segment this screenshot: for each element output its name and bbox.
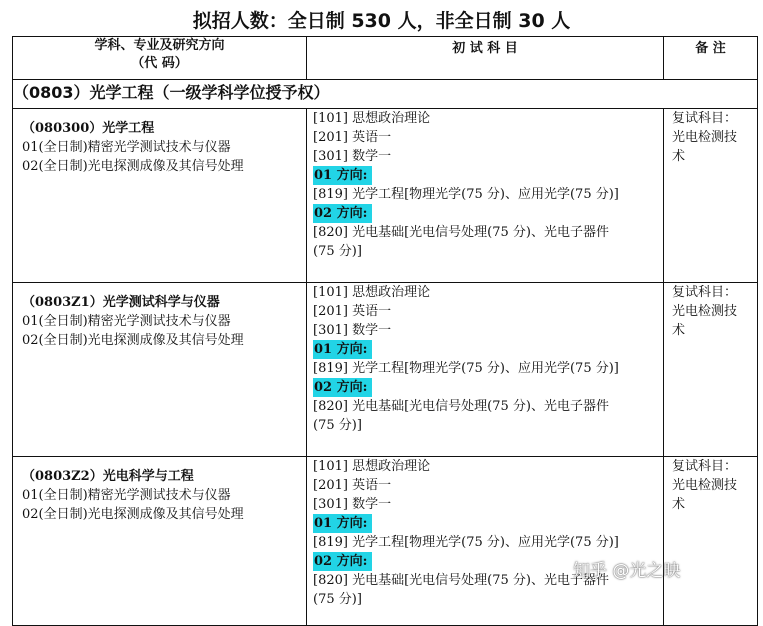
exam-subject: [819] 光学工程[物理光学(75 分)、应用光学(75 分)] [313, 361, 619, 376]
header-discipline: 学科、专业及研究方向 （代 码） [13, 37, 307, 80]
note-line: 复试科目： [672, 459, 738, 474]
direction-label: 02 方向: [313, 204, 372, 223]
notes-cell [664, 457, 758, 626]
exam-subjects-cell [307, 109, 664, 283]
program-title: （0803Z2）光电科学与工程 [22, 469, 194, 484]
note-line: 光电检测技 [672, 304, 738, 319]
exam-subject-cont: (75 分)] [313, 244, 362, 259]
exam-subject-cont: (75 分)] [313, 592, 362, 607]
exam-subject: [201] 英语一 [313, 130, 392, 145]
admissions-table [12, 36, 758, 626]
section-title: （0803）光学工程（一级学科学位授予权） [13, 80, 758, 109]
direction-label: 01 方向: [313, 166, 372, 185]
header-exam-subjects: 初 试 科 目 [307, 37, 664, 80]
exam-subject: [819] 光学工程[物理光学(75 分)、应用光学(75 分)] [313, 187, 619, 202]
exam-subject: [301] 数学一 [313, 497, 392, 512]
exam-subject: [819] 光学工程[物理光学(75 分)、应用光学(75 分)] [313, 535, 619, 550]
program-row [13, 457, 758, 626]
exam-subject: [101] 思想政治理论 [313, 111, 431, 126]
program-direction: 01(全日制)精密光学测试技术与仪器 [22, 314, 231, 329]
program-direction: 01(全日制)精密光学测试技术与仪器 [22, 140, 231, 155]
direction-label: 01 方向: [313, 514, 372, 533]
program-title: （0803Z1）光学测试科学与仪器 [22, 295, 220, 310]
exam-subject: [201] 英语一 [313, 304, 392, 319]
program-row [13, 109, 758, 283]
exam-subject: [101] 思想政治理论 [313, 285, 431, 300]
note-line: 复试科目： [672, 285, 738, 300]
table-header-row [13, 37, 758, 80]
exam-subjects-cell [307, 283, 664, 457]
exam-subject-cont: (75 分)] [313, 418, 362, 433]
program-info-cell [13, 109, 307, 283]
program-info-cell [13, 457, 307, 626]
direction-label: 02 方向: [313, 552, 372, 571]
direction-label: 02 方向: [313, 378, 372, 397]
exam-subject: [820] 光电基础[光电信号处理(75 分)、光电子器件 [313, 399, 609, 414]
note-line: 术 [672, 149, 686, 164]
exam-subject: [301] 数学一 [313, 149, 392, 164]
direction-label: 01 方向: [313, 340, 372, 359]
notes-cell [664, 109, 758, 283]
section-row [13, 80, 758, 109]
program-direction: 02(全日制)光电探测成像及其信号处理 [22, 507, 244, 522]
program-direction: 02(全日制)光电探测成像及其信号处理 [22, 159, 244, 174]
note-line: 复试科目： [672, 111, 738, 126]
program-title: （080300）光学工程 [22, 121, 155, 136]
exam-subject: [301] 数学一 [313, 323, 392, 338]
note-line: 光电检测技 [672, 130, 738, 145]
watermark: 知乎 @光之映 [573, 561, 681, 581]
program-row [13, 283, 758, 457]
program-direction: 02(全日制)光电探测成像及其信号处理 [22, 333, 244, 348]
note-line: 术 [672, 323, 686, 338]
note-line: 光电检测技 [672, 478, 738, 493]
header-notes: 备 注 [664, 37, 758, 80]
notes-cell [664, 283, 758, 457]
note-line: 术 [672, 497, 686, 512]
exam-subject: [101] 思想政治理论 [313, 459, 431, 474]
program-direction: 01(全日制)精密光学测试技术与仪器 [22, 488, 231, 503]
program-info-cell [13, 283, 307, 457]
exam-subject: [201] 英语一 [313, 478, 392, 493]
exam-subject: [820] 光电基础[光电信号处理(75 分)、光电子器件 [313, 225, 609, 240]
exam-subject: [820] 光电基础[光电信号处理(75 分)、光电子器件 [313, 573, 609, 588]
exam-subjects-cell [307, 457, 664, 626]
page-title: 拟招人数：全日制 530 人，非全日制 30 人 [192, 10, 571, 32]
